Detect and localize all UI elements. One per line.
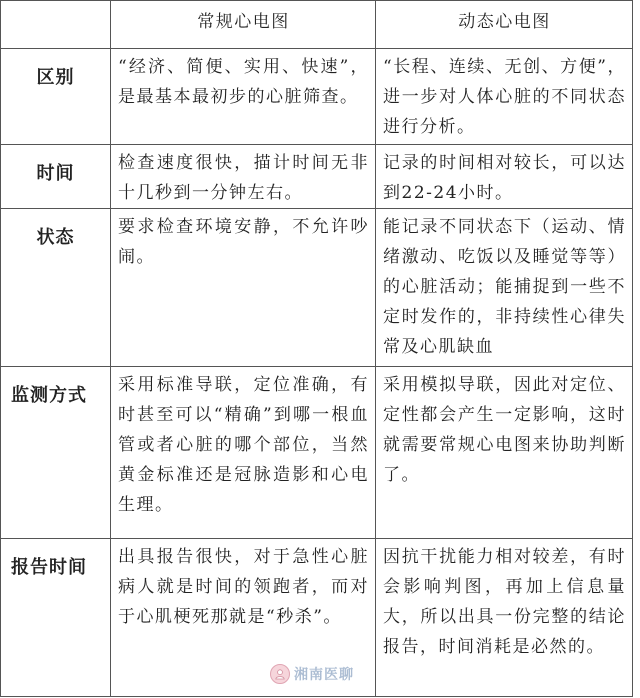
table-row [1,367,633,539]
row-label-state: 状态 [1,209,111,367]
column-header-dynamic-ecg: 动态心电图 [376,1,633,49]
table-row [1,49,633,145]
row-label-report-time: 报告时间 [1,539,111,697]
cell-dynamic-report-time: 因抗干扰能力相对较差，有时会影响判图，再加上信息量大，所以出具一份完整的结论报告，时间消耗是必然的。 [376,539,633,697]
cell-dynamic-monitoring-method: 采用模拟导联，因此对定位、定性都会产生一定影响，这时就需要常规心电图来协助判断了。 [376,367,633,539]
header-row [1,1,633,49]
cell-regular-time: 检查速度很快，描计时间无非十几秒到一分钟左右。 [111,145,376,209]
cell-regular-report-time: 出具报告很快，对于急性心脏病人就是时间的领跑者，而对于心肌梗死那就是“秒杀”。 [111,539,376,697]
cell-dynamic-difference: “长程、连续、无创、方便”，进一步对人体心脏的不同状态进行分析。 [376,49,633,145]
row-label-monitoring-method: 监测方式 [1,367,111,539]
cell-regular-difference: “经济、简便、实用、快速”，是最基本最初步的心脏筛查。 [111,49,376,145]
cell-regular-monitoring-method: 采用标准导联，定位准确，有时甚至可以“精确”到哪一根血管或者心脏的哪个部位，当然黄金标准还是冠脉造影和心电生理。 [111,367,376,539]
row-label-difference: 区别 [1,49,111,145]
doctor-avatar-icon [270,664,290,684]
corner-cell [1,1,111,49]
table-row [1,209,633,367]
cell-dynamic-time: 记录的时间相对较长，可以达到22-24小时。 [376,145,633,209]
cell-dynamic-state: 能记录不同状态下（运动、情绪激动、吃饭以及睡觉等等）的心脏活动；能捕捉到一些不定时发作的，非持续性心律失常及心肌缺血 [376,209,633,367]
row-label-time: 时间 [1,145,111,209]
watermark [270,664,354,684]
table-row [1,145,633,209]
column-header-regular-ecg: 常规心电图 [111,1,376,49]
cell-regular-state: 要求检查环境安静，不允许吵闹。 [111,209,376,367]
watermark-text: 湘南医聊 [294,667,354,683]
